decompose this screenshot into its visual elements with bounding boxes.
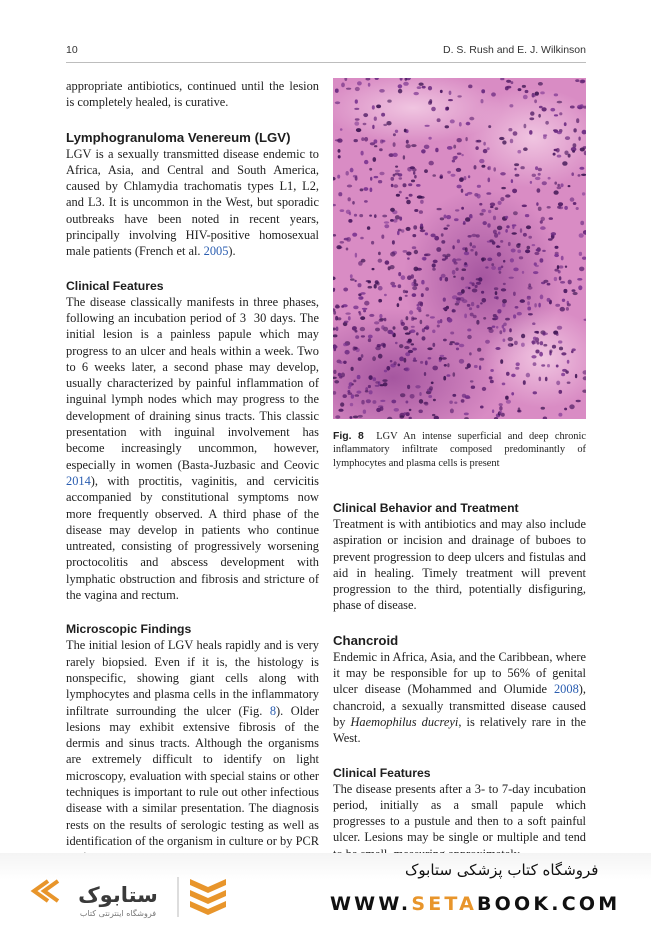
citation-link[interactable]: 2008 — [553, 682, 579, 697]
clinical-features-heading: Clinical Features — [66, 278, 164, 293]
shop-url[interactable]: WWW.SETABOOK.COM — [330, 893, 621, 915]
chancroid-paragraph: Endemic in Africa, Asia, and the Caribbean, where it may be responsible for up to 56% of genital ulcer disease (Mohammed and Olumide 2008), chancroid, a sexually transmitted disease caused by Haemophilus ducreyi, is relatively rare in the West. — [333, 649, 586, 746]
figure-caption: Fig. 8 LGV An intense superficial and deep chronic inflammatory infiltrate composed predominantly of lymphocytes and plasma cells is present — [333, 431, 586, 469]
shop-name: فروشگاه کتاب پزشکی ستابوک — [405, 861, 599, 879]
chancroid-clinical-features-heading: Clinical Features — [333, 765, 431, 780]
histology-figure — [333, 78, 586, 419]
figure-link[interactable]: 8 — [269, 703, 277, 718]
histology-image — [333, 78, 586, 419]
lgv-heading: Lymphogranuloma Venereum (LGV) — [66, 129, 291, 145]
clinical-behavior-heading: Clinical Behavior and Treatment — [333, 501, 519, 515]
citation-link[interactable]: 2014 — [66, 473, 91, 488]
logo-subtext: فروشگاه اینترنتی کتاب — [79, 909, 157, 918]
clinical-features-paragraph: The disease classically manifests in three phases, following an incubation period of 3 30 days. The initial lesion is a painless papule which may progress to an ulcer and heals within a week. Two to 6 weeks later, a second phase may develop, usually characterized by painful inflammation of inguinal lymph nodes which may progress to the development of draining sinus tracts. This classic presentation with inguinal involvement has become increasingly uncommon, however, especially in women (Basta-Juzbasic and Ceovic 2014), with proctitis, vaginitis, and cervicitis accompanied by constitutional symptoms now more frequently observed. A third phase of the disease may develop in patients who continue untreated, consisting of progressively worsening proctocolitis and abscess development with lymphatic obstruction and fibrosis and stricture of the vagina and rectum. — [66, 294, 319, 603]
intro-paragraph: appropriate antibiotics, continued until the lesion is completely healed, is curative. — [66, 79, 319, 110]
running-authors: D. S. Rush and E. J. Wilkinson — [443, 44, 586, 56]
header-rule — [66, 62, 586, 63]
figure-label: Fig. 8 — [333, 431, 364, 442]
clinical-behavior-paragraph: Treatment is with antibiotics and may also include aspiration or incision and drainage of buboes to prevent progression to deep ulcers and fistulas and aid in healing. Timely treatment will prevent progression to the third, potentially disfiguring, phase of disease. — [333, 517, 586, 613]
microscopic-findings-paragraph: The initial lesion of LGV heals rapidly and is very rarely biopsied. Even if it is, the histology is nonspecific, showing giant cells along with lymphocytes and plasma cells in the inflammatory infiltrate surrounding the ulcer (Fig. 8). Older lesions may exhibit extensive fibrosis of the dermis and sinus tracts. Although the organisms are extremely difficult to identify on light microscopy, evaluation with special stains or other techniques is important to rule out other infectious disease with a similar presentation. The diagnosis rests on the results of serologic testing as well as identification of the organism in culture or by PCR — [66, 638, 319, 848]
logo-text: ستابوک — [78, 883, 158, 907]
left-column — [66, 78, 319, 865]
setabook-logo[interactable] — [30, 875, 230, 924]
chancroid-clinical-features-paragraph: The disease presents after a 3- to 7-day incubation period, initially as a small papule which progresses to a pustule and then to a soft painful ulcer. Lesions may be single or multiple and tend — [333, 781, 586, 845]
lgv-paragraph: LGV is a sexually transmitted disease endemic to Africa, Asia, and Central and South America, caused by Chlamydia trachomatis types L1, L2, and L3. It is uncommon in the West, but sporadic outbreaks have been noted in recent years, principally involving HIV-positive homosexual male patients (French et al. 2005). — [66, 146, 319, 259]
organism-name: Haemophilus ducreyi — [350, 714, 459, 729]
chancroid-heading: Chancroid — [333, 632, 399, 648]
citation-link[interactable]: 2005 — [203, 244, 229, 259]
logo-mark — [30, 875, 230, 919]
microscopic-findings-heading: Microscopic Findings — [66, 622, 192, 637]
running-header — [66, 44, 586, 58]
page-number: 10 — [66, 44, 78, 56]
right-column — [333, 500, 586, 862]
